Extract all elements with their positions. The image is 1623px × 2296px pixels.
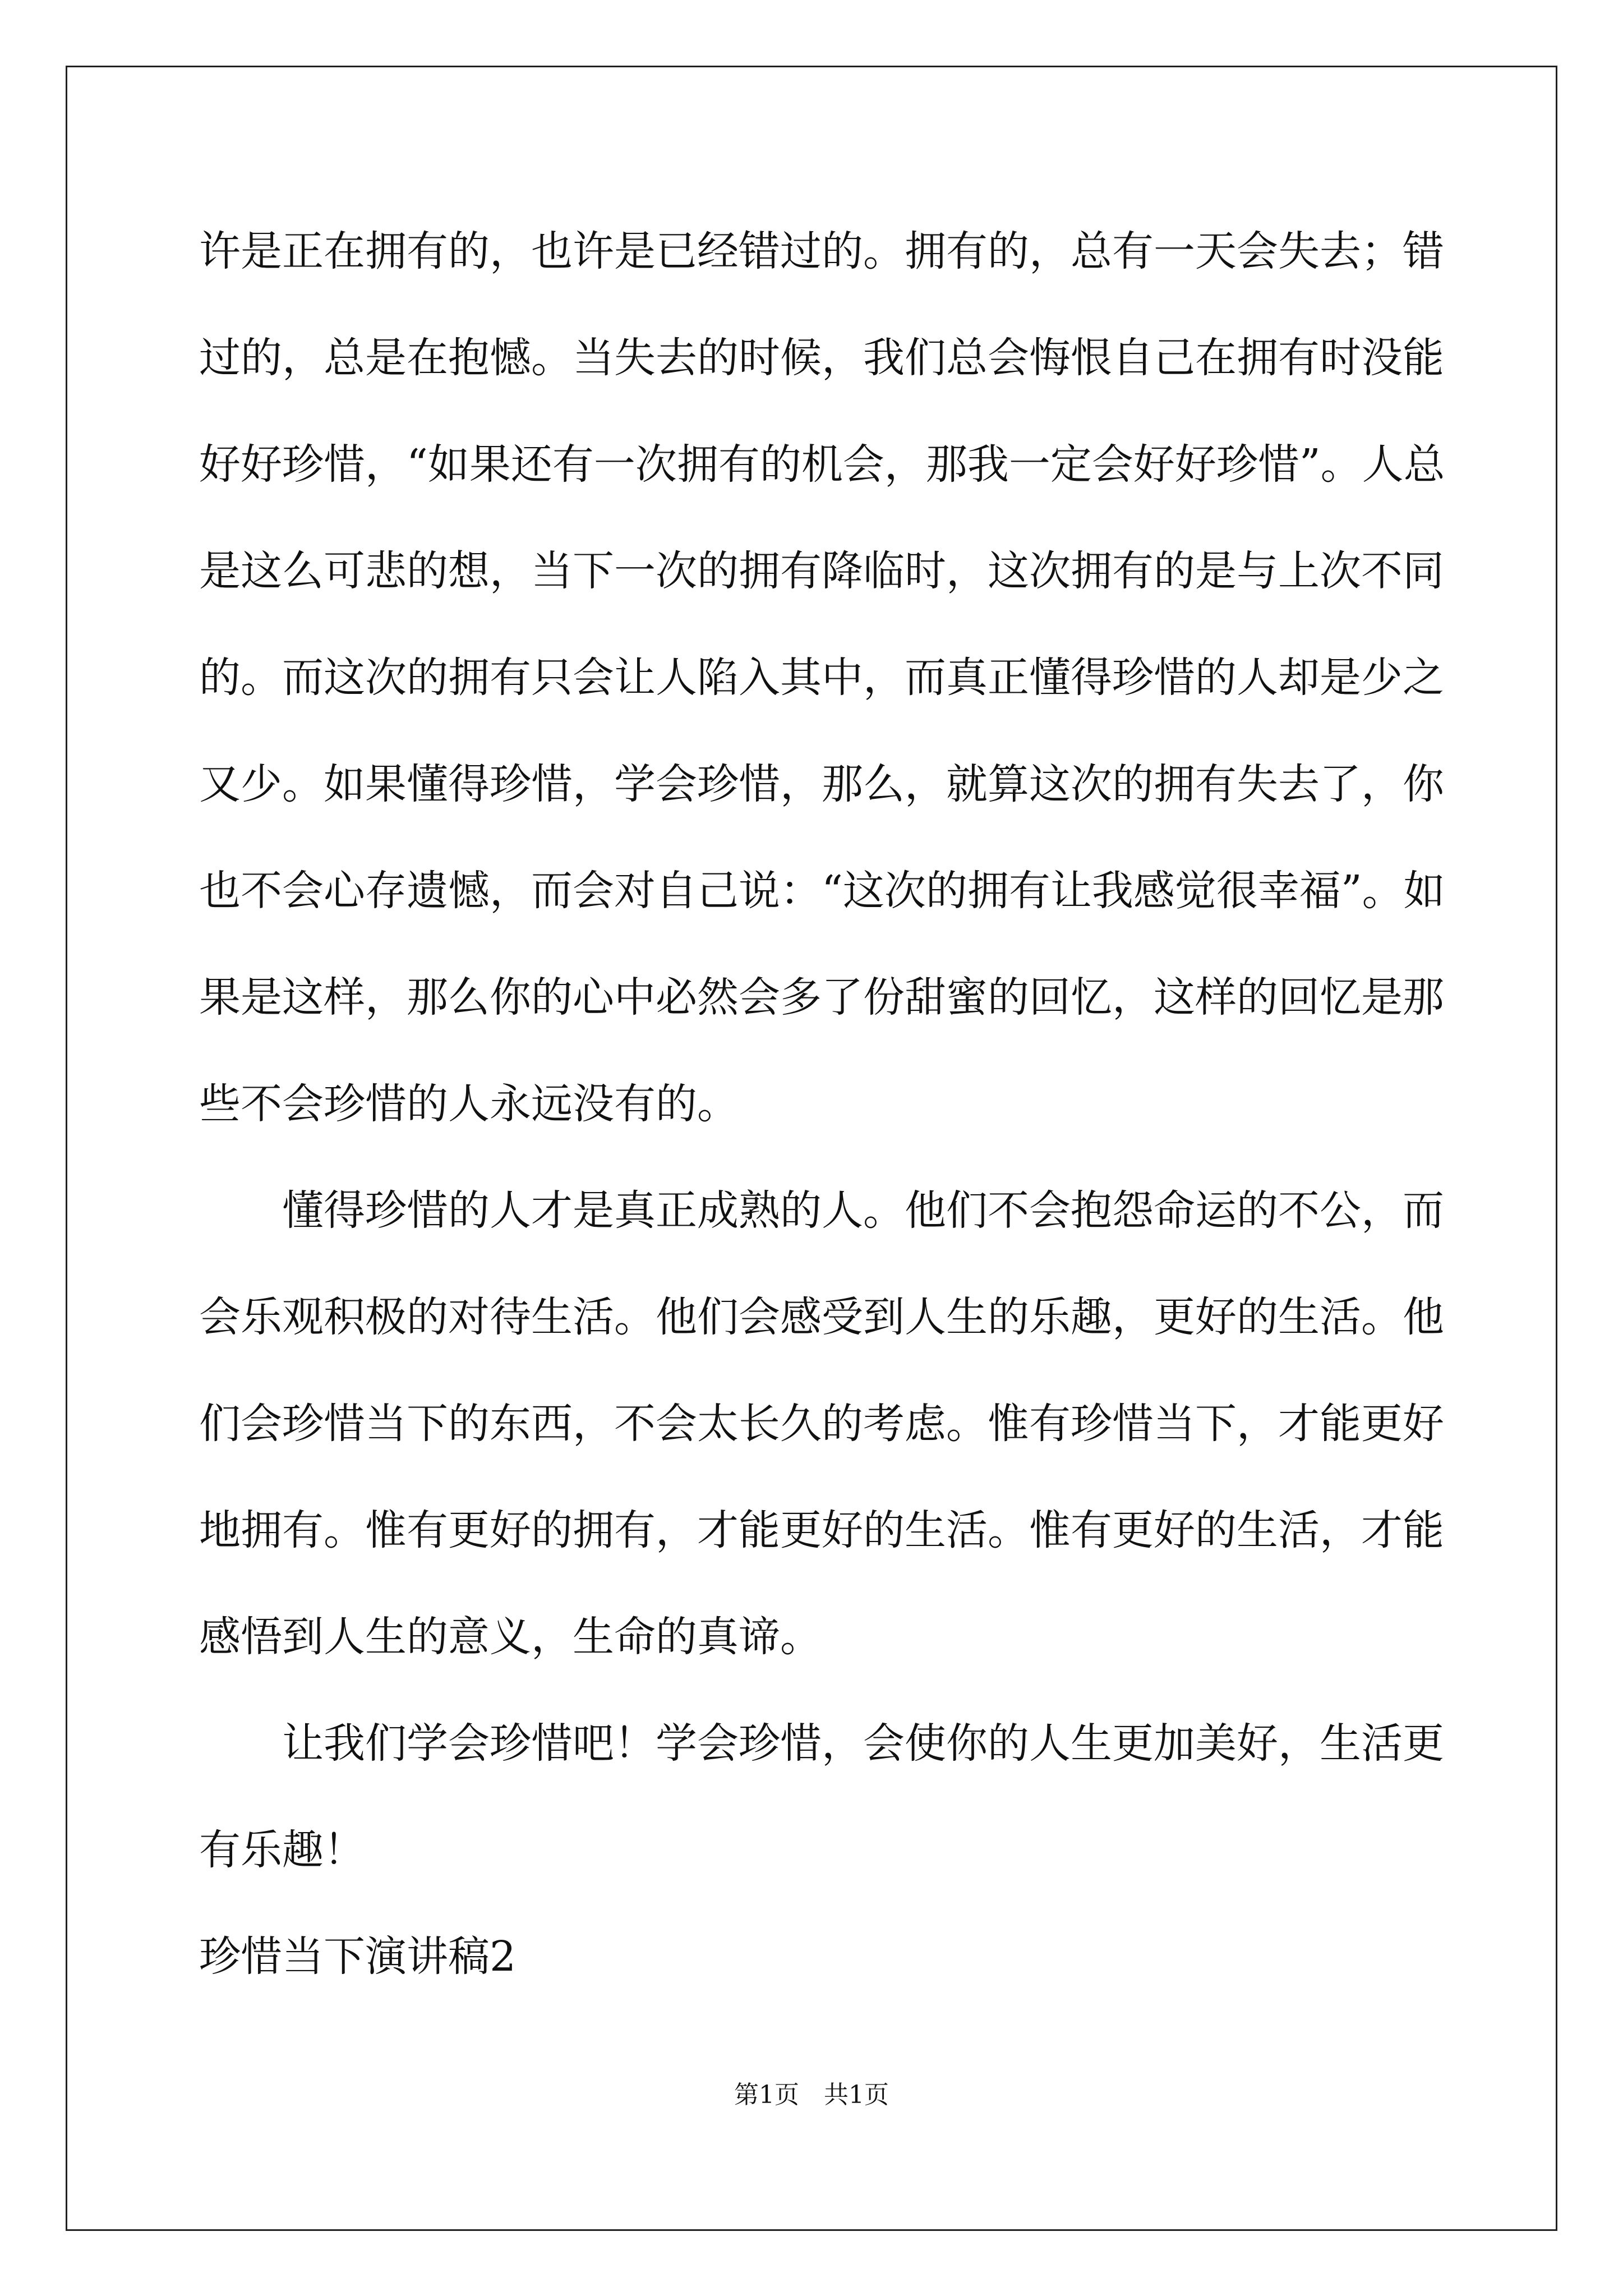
text-line: 也不会心存遗憾，而会对自己说：“这次的拥有让我感觉很幸福”。如 xyxy=(199,867,1445,915)
text-line: 过的，总是在抱憾。当失去的时候，我们总会悔恨自己在拥有时没能 xyxy=(199,334,1444,382)
text-line: 是这么可悲的想，当下一次的拥有降临时，这次拥有的是与上次不同 xyxy=(199,547,1444,595)
text-line: 又少。如果懂得珍惜，学会珍惜，那么，就算这次的拥有失去了，你 xyxy=(199,760,1444,808)
page-footer: 第1页 共1页 xyxy=(734,2081,889,2109)
text-line: 们会珍惜当下的东西，不会太长久的考虑。惟有珍惜当下，才能更好 xyxy=(199,1400,1444,1448)
text-line: 懂得珍惜的人才是真正成熟的人。他们不会抱怨命运的不公，而 xyxy=(282,1186,1444,1235)
text-line: 地拥有。惟有更好的拥有，才能更好的生活。惟有更好的生活，才能 xyxy=(199,1506,1444,1554)
text-line: 些不会珍惜的人永远没有的。 xyxy=(199,1080,739,1128)
text-line: 许是正在拥有的，也许是已经错过的。拥有的，总有一天会失去；错 xyxy=(199,227,1444,275)
text-line: 让我们学会珍惜吧！学会珍惜，会使你的人生更加美好，生活更 xyxy=(282,1719,1444,1768)
text-line: 会乐观积极的对待生活。他们会感受到人生的乐趣，更好的生活。他 xyxy=(199,1293,1444,1341)
text-line: 的。而这次的拥有只会让人陷入其中，而真正懂得珍惜的人却是少之 xyxy=(199,654,1444,702)
section-heading: 珍惜当下演讲稿2 xyxy=(199,1932,517,1981)
page-border xyxy=(66,66,1557,2231)
text-line: 果是这样，那么你的心中必然会多了份甜蜜的回忆，这样的回忆是那 xyxy=(199,973,1444,1022)
text-line: 有乐趣！ xyxy=(199,1826,365,1874)
text-line: 感悟到人生的意义，生命的真谛。 xyxy=(199,1613,822,1661)
text-line: 好好珍惜，“如果还有一次拥有的机会，那我一定会好好珍惜”。人总 xyxy=(199,440,1445,489)
